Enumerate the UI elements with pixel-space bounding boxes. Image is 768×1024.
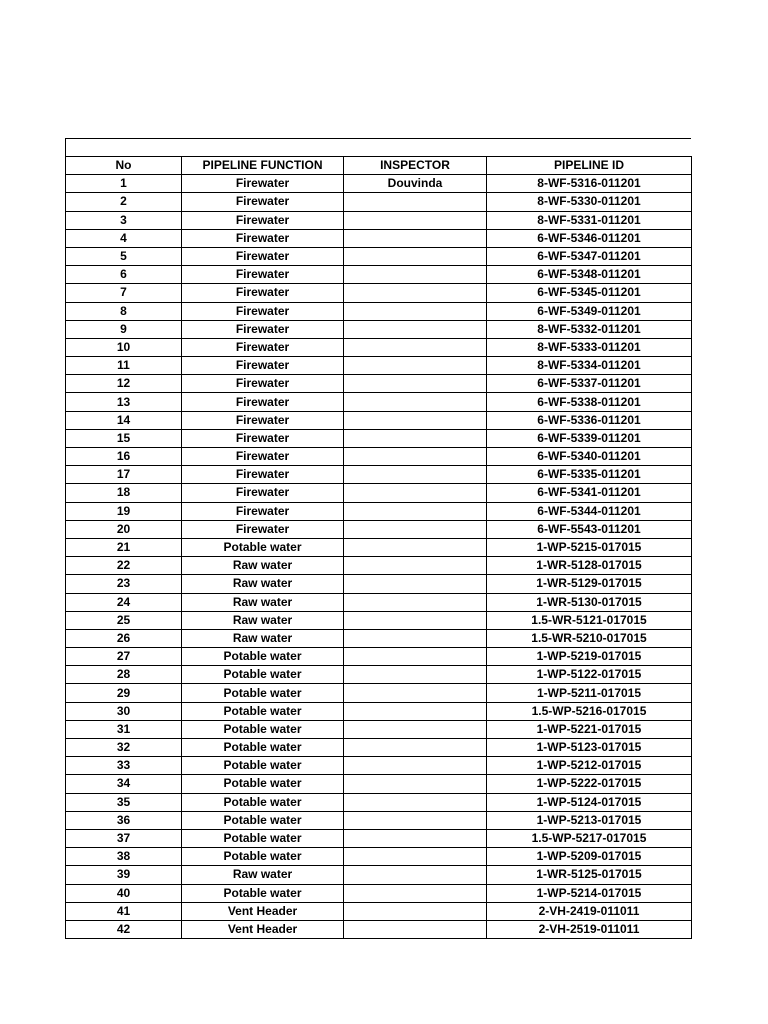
cell-pipeline-function[interactable]: Firewater xyxy=(182,520,344,538)
table-row xyxy=(66,775,692,793)
cell-pipeline-id[interactable]: 8-WF-5330-011201 xyxy=(487,193,692,211)
cell-no[interactable]: 34 xyxy=(66,775,182,793)
cell-pipeline-function[interactable]: Potable water xyxy=(182,775,344,793)
cell-pipeline-id[interactable]: 6-WF-5336-011201 xyxy=(487,411,692,429)
cell-pipeline-id[interactable]: 6-WF-5347-011201 xyxy=(487,247,692,265)
table-row xyxy=(66,593,692,611)
table-row xyxy=(66,702,692,720)
cell-pipeline-function[interactable]: Firewater xyxy=(182,193,344,211)
table-row xyxy=(66,247,692,265)
cell-no[interactable]: 13 xyxy=(66,393,182,411)
cell-pipeline-function[interactable]: Potable water xyxy=(182,739,344,757)
cell-pipeline-function[interactable]: Firewater xyxy=(182,211,344,229)
cell-pipeline-function[interactable]: Potable water xyxy=(182,702,344,720)
table-row xyxy=(66,411,692,429)
cell-pipeline-id[interactable]: 1.5-WR-5210-017015 xyxy=(487,629,692,647)
cell-pipeline-id[interactable]: 2-VH-2519-011011 xyxy=(487,920,692,938)
table-row xyxy=(66,338,692,356)
cell-pipeline-function[interactable]: Firewater xyxy=(182,466,344,484)
cell-no[interactable]: 7 xyxy=(66,284,182,302)
cell-pipeline-id[interactable]: 1-WP-5222-017015 xyxy=(487,775,692,793)
cell-inspector[interactable] xyxy=(344,757,487,775)
cell-no[interactable]: 15 xyxy=(66,429,182,447)
table-row xyxy=(66,375,692,393)
cell-pipeline-function[interactable]: Potable water xyxy=(182,793,344,811)
pipeline-table xyxy=(65,156,692,939)
cell-pipeline-function[interactable]: Potable water xyxy=(182,538,344,556)
cell-inspector[interactable] xyxy=(344,720,487,738)
cell-pipeline-id[interactable]: 1-WP-5219-017015 xyxy=(487,648,692,666)
cell-inspector[interactable] xyxy=(344,557,487,575)
cell-no[interactable]: 14 xyxy=(66,411,182,429)
cell-inspector[interactable] xyxy=(344,829,487,847)
table-row xyxy=(66,266,692,284)
cell-inspector[interactable] xyxy=(344,866,487,884)
cell-no[interactable]: 40 xyxy=(66,884,182,902)
cell-pipeline-function[interactable]: Raw water xyxy=(182,575,344,593)
table-row xyxy=(66,720,692,738)
cell-pipeline-id[interactable]: 8-WF-5331-011201 xyxy=(487,211,692,229)
table-row xyxy=(66,884,692,902)
cell-pipeline-id[interactable]: 1-WP-5209-017015 xyxy=(487,848,692,866)
cell-no[interactable]: 17 xyxy=(66,466,182,484)
cell-no[interactable]: 27 xyxy=(66,648,182,666)
cell-no[interactable]: 25 xyxy=(66,611,182,629)
table-row xyxy=(66,502,692,520)
cell-inspector[interactable] xyxy=(344,375,487,393)
cell-no[interactable]: 12 xyxy=(66,375,182,393)
cell-pipeline-function[interactable]: Potable water xyxy=(182,684,344,702)
cell-no[interactable]: 9 xyxy=(66,320,182,338)
table-row xyxy=(66,739,692,757)
cell-inspector[interactable] xyxy=(344,884,487,902)
cell-inspector[interactable] xyxy=(344,593,487,611)
table-row xyxy=(66,648,692,666)
cell-no[interactable]: 30 xyxy=(66,702,182,720)
cell-pipeline-function[interactable]: Raw water xyxy=(182,557,344,575)
cell-inspector[interactable] xyxy=(344,448,487,466)
cell-no[interactable]: 18 xyxy=(66,484,182,502)
cell-pipeline-id[interactable]: 8-WF-5333-011201 xyxy=(487,338,692,356)
table-row xyxy=(66,848,692,866)
cell-no[interactable]: 39 xyxy=(66,866,182,884)
cell-pipeline-function[interactable]: Firewater xyxy=(182,393,344,411)
cell-pipeline-function[interactable]: Firewater xyxy=(182,484,344,502)
cell-inspector[interactable] xyxy=(344,266,487,284)
cell-no[interactable]: 24 xyxy=(66,593,182,611)
cell-inspector[interactable]: Douvinda xyxy=(344,175,487,193)
table-row xyxy=(66,811,692,829)
cell-pipeline-id[interactable]: 8-WF-5334-011201 xyxy=(487,357,692,375)
table-row xyxy=(66,684,692,702)
cell-inspector[interactable] xyxy=(344,284,487,302)
cell-pipeline-id[interactable]: 6-WF-5349-011201 xyxy=(487,302,692,320)
table-row xyxy=(66,211,692,229)
cell-pipeline-id[interactable]: 8-WF-5316-011201 xyxy=(487,175,692,193)
cell-pipeline-id[interactable]: 1-WR-5129-017015 xyxy=(487,575,692,593)
cell-inspector[interactable] xyxy=(344,229,487,247)
cell-inspector[interactable] xyxy=(344,211,487,229)
cell-inspector[interactable] xyxy=(344,520,487,538)
pipeline-sheet xyxy=(65,138,691,939)
cell-pipeline-id[interactable]: 6-WF-5341-011201 xyxy=(487,484,692,502)
cell-pipeline-id[interactable]: 6-WF-5335-011201 xyxy=(487,466,692,484)
cell-no[interactable]: 42 xyxy=(66,920,182,938)
cell-pipeline-id[interactable]: 1.5-WP-5217-017015 xyxy=(487,829,692,847)
table-row xyxy=(66,575,692,593)
cell-no[interactable]: 11 xyxy=(66,357,182,375)
cell-inspector[interactable] xyxy=(344,484,487,502)
cell-pipeline-id[interactable]: 1-WP-5124-017015 xyxy=(487,793,692,811)
cell-pipeline-id[interactable]: 1-WP-5211-017015 xyxy=(487,684,692,702)
cell-no[interactable]: 10 xyxy=(66,338,182,356)
cell-inspector[interactable] xyxy=(344,666,487,684)
cell-inspector[interactable] xyxy=(344,848,487,866)
header-pipeline-id[interactable]: PIPELINE ID xyxy=(487,157,692,175)
cell-pipeline-id[interactable]: 6-WF-5338-011201 xyxy=(487,393,692,411)
cell-no[interactable]: 37 xyxy=(66,829,182,847)
cell-pipeline-function[interactable]: Potable water xyxy=(182,848,344,866)
cell-inspector[interactable] xyxy=(344,429,487,447)
cell-pipeline-id[interactable]: 1-WP-5215-017015 xyxy=(487,538,692,556)
cell-inspector[interactable] xyxy=(344,611,487,629)
cell-inspector[interactable] xyxy=(344,702,487,720)
table-row xyxy=(66,284,692,302)
table-row xyxy=(66,429,692,447)
cell-inspector[interactable] xyxy=(344,684,487,702)
table-row xyxy=(66,538,692,556)
cell-no[interactable]: 31 xyxy=(66,720,182,738)
cell-pipeline-id[interactable]: 1.5-WP-5216-017015 xyxy=(487,702,692,720)
cell-no[interactable]: 16 xyxy=(66,448,182,466)
table-row xyxy=(66,793,692,811)
cell-pipeline-function[interactable]: Firewater xyxy=(182,229,344,247)
cell-no[interactable]: 22 xyxy=(66,557,182,575)
table-row xyxy=(66,175,692,193)
table-row xyxy=(66,484,692,502)
cell-inspector[interactable] xyxy=(344,357,487,375)
cell-no[interactable]: 35 xyxy=(66,793,182,811)
cell-no[interactable]: 5 xyxy=(66,247,182,265)
cell-no[interactable]: 36 xyxy=(66,811,182,829)
table-row xyxy=(66,920,692,938)
table-row xyxy=(66,666,692,684)
cell-pipeline-function[interactable]: Potable water xyxy=(182,829,344,847)
table-row xyxy=(66,466,692,484)
cell-pipeline-id[interactable]: 8-WF-5332-011201 xyxy=(487,320,692,338)
header-no[interactable]: No xyxy=(66,157,182,175)
cell-pipeline-id[interactable]: 6-WF-5348-011201 xyxy=(487,266,692,284)
cell-no[interactable]: 6 xyxy=(66,266,182,284)
cell-no[interactable]: 33 xyxy=(66,757,182,775)
header-inspector[interactable]: INSPECTOR xyxy=(344,157,487,175)
cell-no[interactable]: 3 xyxy=(66,211,182,229)
cell-pipeline-function[interactable]: Firewater xyxy=(182,357,344,375)
cell-pipeline-function[interactable]: Potable water xyxy=(182,884,344,902)
cell-pipeline-function[interactable]: Raw water xyxy=(182,866,344,884)
cell-pipeline-function[interactable]: Firewater xyxy=(182,175,344,193)
sheet-top-border xyxy=(65,138,691,156)
cell-inspector[interactable] xyxy=(344,648,487,666)
cell-pipeline-id[interactable]: 6-WF-5543-011201 xyxy=(487,520,692,538)
cell-pipeline-function[interactable]: Vent Header xyxy=(182,902,344,920)
cell-pipeline-id[interactable]: 1-WP-5123-017015 xyxy=(487,739,692,757)
table-row xyxy=(66,902,692,920)
table-row xyxy=(66,629,692,647)
header-pipeline-function[interactable]: PIPELINE FUNCTION xyxy=(182,157,344,175)
table-row xyxy=(66,229,692,247)
cell-inspector[interactable] xyxy=(344,629,487,647)
cell-pipeline-function[interactable]: Firewater xyxy=(182,320,344,338)
cell-pipeline-function[interactable]: Potable water xyxy=(182,757,344,775)
table-row xyxy=(66,448,692,466)
cell-no[interactable]: 20 xyxy=(66,520,182,538)
cell-no[interactable]: 4 xyxy=(66,229,182,247)
cell-pipeline-function[interactable]: Firewater xyxy=(182,502,344,520)
cell-pipeline-function[interactable]: Firewater xyxy=(182,448,344,466)
cell-pipeline-id[interactable]: 6-WF-5345-011201 xyxy=(487,284,692,302)
cell-pipeline-id[interactable]: 1-WR-5130-017015 xyxy=(487,593,692,611)
cell-pipeline-function[interactable]: Potable water xyxy=(182,811,344,829)
table-row xyxy=(66,193,692,211)
cell-inspector[interactable] xyxy=(344,193,487,211)
table-row xyxy=(66,557,692,575)
cell-pipeline-function[interactable]: Firewater xyxy=(182,338,344,356)
cell-no[interactable]: 32 xyxy=(66,739,182,757)
cell-inspector[interactable] xyxy=(344,247,487,265)
cell-pipeline-function[interactable]: Potable water xyxy=(182,666,344,684)
table-row xyxy=(66,393,692,411)
cell-pipeline-function[interactable]: Potable water xyxy=(182,648,344,666)
cell-pipeline-id[interactable]: 6-WF-5340-011201 xyxy=(487,448,692,466)
table-row xyxy=(66,611,692,629)
cell-no[interactable]: 38 xyxy=(66,848,182,866)
table-row xyxy=(66,757,692,775)
table-header-row xyxy=(66,157,692,175)
cell-pipeline-id[interactable]: 1-WP-5213-017015 xyxy=(487,811,692,829)
cell-pipeline-id[interactable]: 6-WF-5339-011201 xyxy=(487,429,692,447)
cell-pipeline-function[interactable]: Firewater xyxy=(182,284,344,302)
cell-pipeline-id[interactable]: 1-WR-5125-017015 xyxy=(487,866,692,884)
cell-inspector[interactable] xyxy=(344,811,487,829)
table-row xyxy=(66,357,692,375)
cell-pipeline-function[interactable]: Firewater xyxy=(182,247,344,265)
cell-inspector[interactable] xyxy=(344,338,487,356)
cell-pipeline-id[interactable]: 2-VH-2419-011011 xyxy=(487,902,692,920)
cell-pipeline-id[interactable]: 1-WP-5212-017015 xyxy=(487,757,692,775)
cell-inspector[interactable] xyxy=(344,320,487,338)
cell-pipeline-id[interactable]: 6-WF-5346-011201 xyxy=(487,229,692,247)
cell-no[interactable]: 21 xyxy=(66,538,182,556)
cell-no[interactable]: 8 xyxy=(66,302,182,320)
cell-no[interactable]: 23 xyxy=(66,575,182,593)
cell-pipeline-function[interactable]: Vent Header xyxy=(182,920,344,938)
cell-pipeline-function[interactable]: Raw water xyxy=(182,593,344,611)
cell-pipeline-id[interactable]: 1-WP-5122-017015 xyxy=(487,666,692,684)
cell-inspector[interactable] xyxy=(344,575,487,593)
cell-pipeline-function[interactable]: Firewater xyxy=(182,429,344,447)
cell-no[interactable]: 19 xyxy=(66,502,182,520)
cell-pipeline-function[interactable]: Firewater xyxy=(182,375,344,393)
table-row xyxy=(66,520,692,538)
cell-pipeline-function[interactable]: Raw water xyxy=(182,629,344,647)
cell-inspector[interactable] xyxy=(344,502,487,520)
cell-pipeline-function[interactable]: Firewater xyxy=(182,411,344,429)
cell-pipeline-function[interactable]: Firewater xyxy=(182,266,344,284)
cell-pipeline-id[interactable]: 1-WP-5214-017015 xyxy=(487,884,692,902)
table-row xyxy=(66,320,692,338)
cell-pipeline-id[interactable]: 6-WF-5337-011201 xyxy=(487,375,692,393)
cell-no[interactable]: 41 xyxy=(66,902,182,920)
cell-pipeline-id[interactable]: 1.5-WR-5121-017015 xyxy=(487,611,692,629)
table-body xyxy=(66,175,692,939)
cell-inspector[interactable] xyxy=(344,302,487,320)
table-row xyxy=(66,302,692,320)
cell-inspector[interactable] xyxy=(344,393,487,411)
cell-inspector[interactable] xyxy=(344,411,487,429)
cell-pipeline-function[interactable]: Raw water xyxy=(182,611,344,629)
cell-inspector[interactable] xyxy=(344,739,487,757)
cell-no[interactable]: 26 xyxy=(66,629,182,647)
cell-no[interactable]: 29 xyxy=(66,684,182,702)
cell-no[interactable]: 2 xyxy=(66,193,182,211)
cell-inspector[interactable] xyxy=(344,538,487,556)
cell-pipeline-function[interactable]: Firewater xyxy=(182,302,344,320)
table-row xyxy=(66,866,692,884)
cell-pipeline-id[interactable]: 1-WR-5128-017015 xyxy=(487,557,692,575)
cell-pipeline-function[interactable]: Potable water xyxy=(182,720,344,738)
cell-no[interactable]: 1 xyxy=(66,175,182,193)
cell-inspector[interactable] xyxy=(344,775,487,793)
cell-pipeline-id[interactable]: 1-WP-5221-017015 xyxy=(487,720,692,738)
cell-inspector[interactable] xyxy=(344,920,487,938)
cell-no[interactable]: 28 xyxy=(66,666,182,684)
cell-inspector[interactable] xyxy=(344,902,487,920)
table-row xyxy=(66,829,692,847)
cell-inspector[interactable] xyxy=(344,466,487,484)
cell-pipeline-id[interactable]: 6-WF-5344-011201 xyxy=(487,502,692,520)
cell-inspector[interactable] xyxy=(344,793,487,811)
